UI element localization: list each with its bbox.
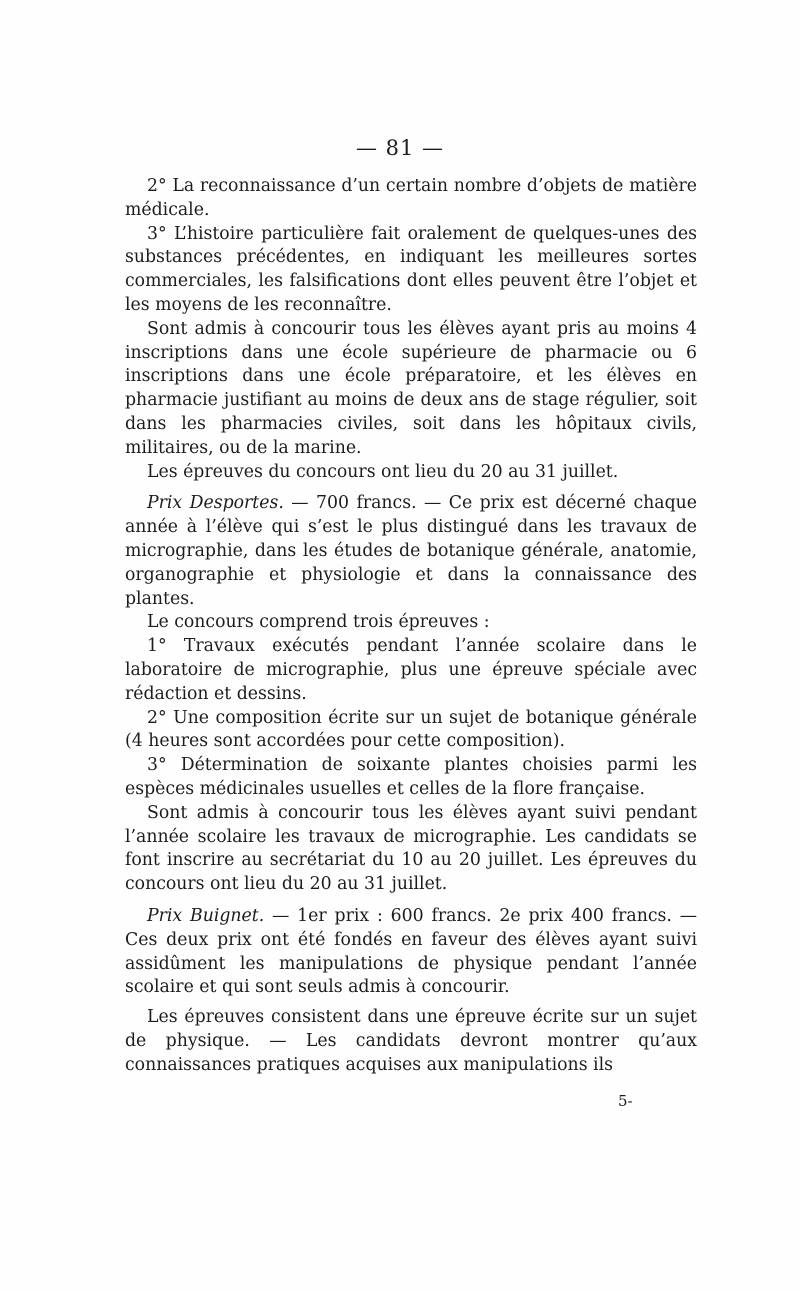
page-number: — 81 — — [355, 136, 445, 160]
paragraph-epreuve-2: 2° Une composition écrite sur un sujet de botanique générale (4 heures sont accordées pour cette composition). — [125, 707, 697, 752]
paragraph-prix-desportes — [125, 492, 697, 611]
paragraph-epreuve-1: 1° Travaux exécutés pendant l’année scolaire dans le laboratoire de micrographie, plus une épreuve spéciale avec rédaction et dessins. — [125, 636, 697, 704]
paragraph-epreuve-3: 3° Détermination de soixante plantes choisies parmi les espèces médicinales usuelles et celles de la flore française. — [125, 755, 697, 799]
signature-mark: 5- — [618, 1092, 633, 1110]
paragraph-dates: Les épreuves du concours ont lieu du 20 au 31 juillet. — [147, 461, 619, 482]
prix-desportes-title: Prix Desportes. — [147, 493, 284, 514]
paragraph-epreuves-physique: Les épreuves consistent dans une épreuve écrite sur un sujet de physique. — Les candidats devront montrer qu’aux connaissances pratiques acquises aux manipulations ils — [125, 1007, 697, 1075]
prix-desportes-text: — 700 francs. — Ce prix est décerné chaque année à l’élève qui s’est le plus distingué dans les travaux de micrographie, dans les études de botanique générale, anatomie, organographie et physiologie et dans la connaissance des plantes. — [125, 493, 697, 609]
prix-buignet-title: Prix Buignet. — [147, 905, 265, 926]
paragraph-admission: Sont admis à concourir tous les élèves ayant pris au moins 4 inscriptions dans une école supérieure de pharmacie ou 6 inscriptions dans une école préparatoire, et les élèves en pharmacie justifiant au moins de deux ans de stage régulier, soit dans les pharmacies civiles, soit dans les hôpitaux civils, militaires, ou de la marine. — [125, 318, 697, 458]
paragraph-admission-2: Sont admis à concourir tous les élèves ayant suivi pendant l’année scolaire les travaux de micrographie. Les candidats se font inscrire au secrétariat du 10 au 20 juillet. Les épreuves du concours ont lieu du 20 au 31 juillet. — [125, 802, 697, 895]
paragraph-item-3: 3° L’histoire particulière fait oralement de quelques-unes des substances précédentes, en indiquant les meilleures sortes commerciales, les falsifications dont elles peuvent être l’objet et les moyens de les reconnaître. — [125, 223, 697, 315]
prix-buignet-text: — 1er prix : 600 francs. 2e prix 400 francs. — Ces deux prix ont été fondés en faveur des élèves ayant suivi assidûment les manipulations de physique pendant l’année scolaire et qui sont seuls admis à concourir. — [125, 905, 697, 998]
paragraph-item-2: 2° La reconnaissance d’un certain nombre d’objets de matière médicale. — [125, 176, 697, 220]
body-text — [125, 175, 697, 1077]
paragraph-prix-buignet — [125, 905, 697, 1000]
paragraph-concours-intro: Le concours comprend trois épreuves : — [147, 612, 490, 633]
